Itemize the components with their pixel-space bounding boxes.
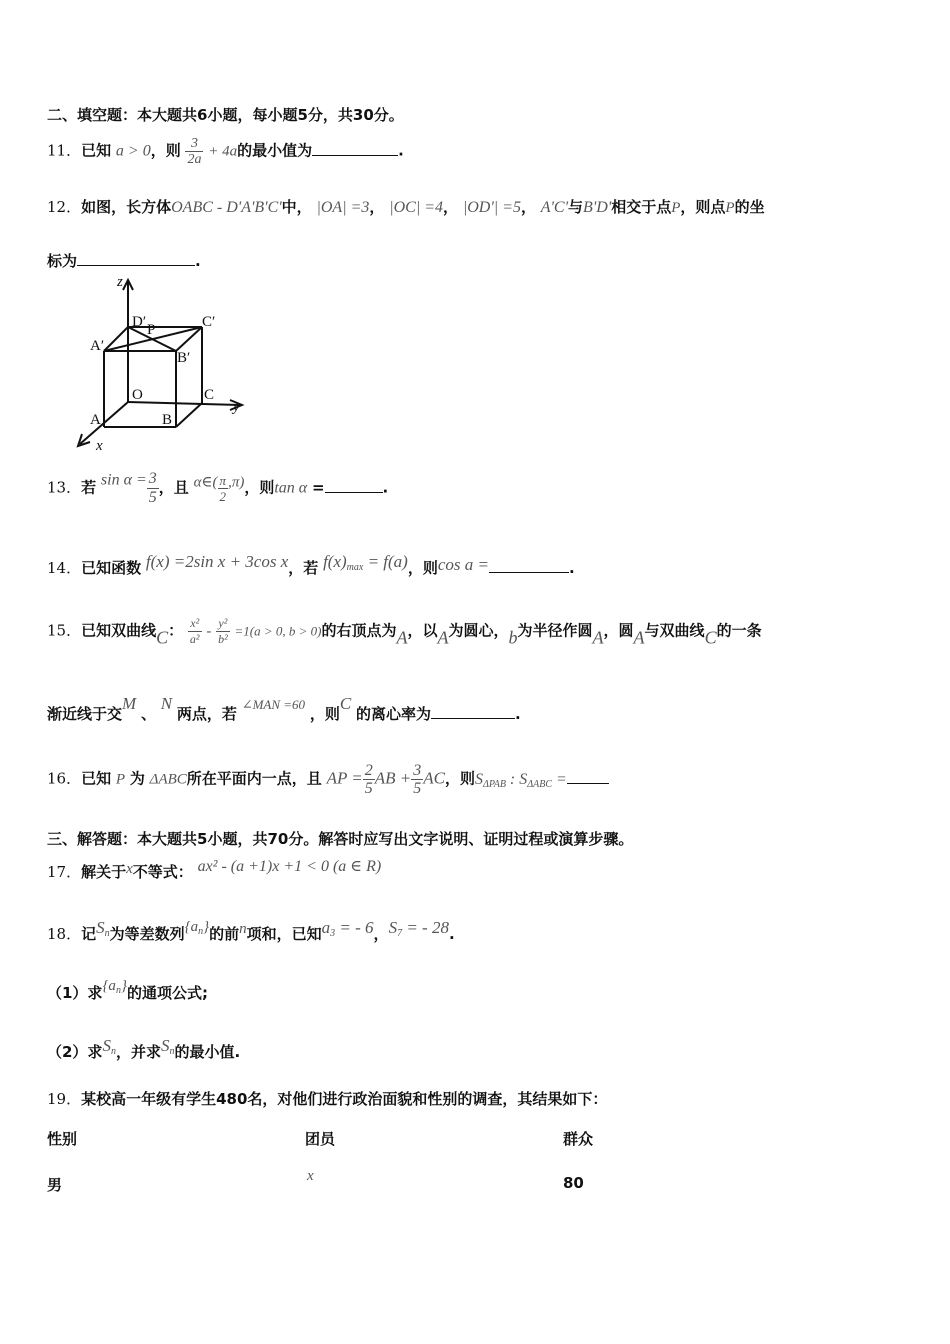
- q14-ze: ，则: [407, 559, 438, 577]
- q18-t3: 项和，已知: [246, 925, 322, 943]
- q13-number: 13．: [47, 478, 82, 497]
- q15-t7: 的一条: [716, 621, 762, 640]
- q15-t5: ，圆: [603, 621, 634, 640]
- q16-t3: ，则: [445, 769, 476, 788]
- q11-plus: + 4a: [208, 143, 238, 160]
- q15-blank: [431, 704, 515, 719]
- q13-pi-num: π: [219, 473, 227, 488]
- q13-pi-den: 2: [219, 489, 227, 504]
- q12-box: OABC - D'A'B'C': [171, 199, 282, 216]
- q15-t1: 的右顶点为: [321, 621, 397, 640]
- edge-bc: [176, 403, 202, 427]
- q12-ze: ，则点: [680, 198, 726, 216]
- q12-comma1: ，: [369, 198, 385, 216]
- q11-mid: ，则: [150, 141, 181, 160]
- q15-t3: 为圆心，: [448, 621, 509, 640]
- q16-p: P: [115, 771, 126, 788]
- q12-od: |OD'| =5: [462, 199, 521, 216]
- table-header-masses: 群众: [563, 1130, 594, 1148]
- q18-pre: 记: [81, 925, 97, 943]
- question-12: [47, 196, 765, 217]
- question-18-part-1: [47, 978, 208, 1003]
- q14-function: f(x) =2sin x + 3cos x: [145, 552, 289, 571]
- q16-t2: 所在平面内一点，且: [186, 769, 322, 788]
- q18-s7-value: = - 28: [406, 918, 449, 937]
- table-cell-x: x: [307, 1168, 314, 1184]
- q18-t2: 的前: [209, 925, 240, 943]
- q12-p: P: [671, 200, 681, 216]
- q15-t4: 为半径作圆: [517, 621, 593, 640]
- q12-de: 的坐: [734, 198, 765, 216]
- q16-ab: AB +: [374, 768, 412, 788]
- q15-t6: 与双曲线: [644, 621, 705, 640]
- q13-num: 3: [148, 470, 157, 487]
- question-14: [47, 552, 575, 578]
- q13-end: .: [382, 478, 389, 497]
- q15-b: b: [508, 627, 518, 648]
- q17-inequality: ax² - (a +1)x +1 < 0 (a ∈ R): [197, 858, 382, 875]
- section-2-title: 二、填空题：本大题共6小题，每小题5分，共30分。: [47, 106, 404, 124]
- q17-x: x: [126, 861, 133, 877]
- q15-b2: b²: [218, 632, 228, 646]
- q11-fraction: [185, 136, 203, 167]
- q18-1-no: （1）求: [47, 984, 103, 1002]
- q12-ac: A'C': [540, 199, 569, 216]
- q11-number: 11．: [47, 141, 82, 160]
- q18-s7: [389, 918, 449, 937]
- q14-blank: [489, 558, 569, 573]
- cuboid-figure: [70, 272, 260, 457]
- q11-blank: [312, 141, 398, 156]
- q15-frac-y: [216, 616, 230, 647]
- q14-fmax: [323, 552, 408, 571]
- q18-sn-s: S: [96, 918, 105, 937]
- q16-blank: [567, 769, 609, 784]
- q19-text: 某校高一年级有学生480名，对他们进行政治面貌和性别的调查，其结果如下：: [81, 1090, 608, 1108]
- q18-2-sn2-s: S: [160, 1036, 170, 1055]
- q13-cond: α∈(: [193, 474, 218, 491]
- q18-2-sn: [102, 1036, 116, 1055]
- q18-2-sn-s: S: [102, 1036, 111, 1055]
- q15-eq: =1(a > 0, b > 0): [234, 623, 322, 639]
- q15-frac-x: [188, 616, 202, 647]
- q15-A3: A: [592, 627, 604, 648]
- question-17: [47, 856, 381, 882]
- q15-N: N: [160, 694, 173, 713]
- q18-1-post: 的通项公式;: [126, 984, 208, 1002]
- q19-number: 19．: [47, 1090, 82, 1108]
- q15-number: 15．: [47, 621, 82, 640]
- q18-s7-s: S: [388, 918, 398, 937]
- q13-mid: ，且: [158, 478, 189, 497]
- q16-n1: 2: [364, 762, 373, 779]
- label-o: O: [132, 387, 143, 403]
- q17-post: 不等式：: [132, 863, 193, 881]
- label-z: z: [117, 274, 123, 290]
- question-12-line-2: [47, 250, 201, 271]
- table-cell-male: 男: [47, 1176, 63, 1194]
- table-header-gender: 性别: [47, 1130, 78, 1148]
- q13-blank: [325, 478, 383, 493]
- q15-t2: ，以: [407, 621, 438, 640]
- q12-yu: 与: [568, 198, 584, 216]
- question-13: [47, 470, 388, 507]
- q15-colon: ：: [168, 621, 184, 640]
- q18-a3-sub: 3: [330, 928, 336, 939]
- q18-1-an-a: {a: [102, 978, 116, 994]
- q16-n2: 3: [413, 762, 422, 779]
- q18-a3-value: = - 6: [339, 918, 374, 937]
- q15-x2: x²: [188, 616, 202, 632]
- q13-pi-fraction: [218, 473, 229, 504]
- q14-fmax-sub: max: [346, 562, 364, 573]
- q18-n2: n: [239, 921, 247, 937]
- q16-s1: S: [475, 770, 484, 788]
- q12-oa: |OA| =3: [316, 199, 370, 216]
- q18-1-an-n: n: [115, 985, 121, 996]
- question-19: [47, 1088, 607, 1109]
- label-y: y: [233, 399, 240, 415]
- q12-blank: [77, 251, 195, 266]
- q17-pre: 解关于: [81, 863, 127, 881]
- q18-2-t1: ，并求: [115, 1043, 161, 1061]
- q15-angle: ∠MAN =60: [241, 697, 306, 712]
- q11-den: 2a: [187, 152, 202, 167]
- q16-frac-1: [363, 762, 375, 797]
- label-c1: C′: [202, 314, 216, 330]
- q11-condition: a > 0: [115, 142, 151, 160]
- q14-pre: 已知函数: [81, 559, 142, 577]
- q12-comma3: ，: [520, 198, 536, 216]
- question-15: [47, 616, 762, 649]
- q16-ac: AC: [423, 768, 445, 788]
- q15-C2: C: [704, 627, 717, 648]
- q14-fmax-f: f(x): [323, 552, 347, 571]
- q15-pre: 已知双曲线: [81, 621, 157, 640]
- q14-end: .: [569, 559, 575, 577]
- q18-sn: [96, 918, 110, 937]
- q11-post: 的最小值为: [237, 141, 313, 160]
- q18-t1: 为等差数列: [109, 925, 185, 943]
- q16-t1: 为: [129, 769, 145, 788]
- q13-fraction: [147, 470, 159, 507]
- q16-ratio: [475, 771, 567, 788]
- q13-eq: =: [311, 478, 325, 497]
- q18-an-n: n: [198, 926, 204, 937]
- q15-a2: a²: [189, 632, 200, 646]
- q15-A2: A: [437, 627, 449, 648]
- q12-pre: 如图，长方体: [81, 198, 172, 216]
- q12-comma2: ，: [443, 198, 459, 216]
- q16-eq: =: [556, 770, 567, 788]
- q11-pre: 已知: [81, 141, 112, 160]
- q15-C3: C: [339, 694, 352, 713]
- q12-line2: 标为: [47, 252, 78, 270]
- q17-number: 17．: [47, 863, 82, 881]
- y-axis: [128, 402, 240, 405]
- question-15-line-2: [47, 694, 521, 724]
- q11-end: .: [398, 141, 404, 160]
- question-16: [47, 762, 609, 797]
- q13-ze: ，则: [244, 478, 275, 497]
- q12-end: .: [195, 252, 201, 270]
- q15-l2a: 渐近线于交: [47, 705, 123, 723]
- q14-cos: cos a =: [437, 555, 490, 574]
- q15-minus: -: [206, 623, 212, 640]
- q15-A4: A: [633, 627, 645, 648]
- q16-ap: AP =: [326, 768, 363, 788]
- q18-2-sn2-n: n: [169, 1046, 175, 1057]
- q12-oc: |OC| =4: [389, 199, 444, 216]
- q15-l2c: ，则: [309, 705, 340, 723]
- q15-A1: A: [396, 627, 408, 648]
- q15-l2b: 两点，若: [176, 705, 237, 723]
- q16-s2sub: ΔABC: [527, 778, 553, 790]
- q16-frac-2: [411, 762, 423, 797]
- q13-cond2: ,π): [228, 474, 245, 491]
- q12-zhong: 中，: [281, 198, 312, 216]
- q12-xiang: 相交于点: [611, 198, 672, 216]
- section-3-title: 三、解答题：本大题共5小题，共70分。解答时应写出文字说明、证明过程或演算步骤。: [47, 830, 634, 848]
- label-d1: D′: [132, 314, 147, 330]
- q12-bd: B'D': [583, 199, 612, 216]
- q16-number: 16．: [47, 769, 82, 788]
- q16-s1sub: ΔPAB: [483, 778, 506, 790]
- q13-sin: sin α =: [100, 471, 147, 489]
- label-a1: A′: [90, 338, 105, 354]
- q18-2-no: （2）求: [47, 1043, 103, 1061]
- q12-number: 12．: [47, 198, 82, 216]
- q18-2-sn-n: n: [110, 1046, 116, 1057]
- q14-ruo: ，若: [288, 559, 319, 577]
- q16-d2: 5: [413, 780, 422, 797]
- q18-a3-a: a: [321, 918, 331, 937]
- q15-c: C: [156, 627, 169, 648]
- q18-sn-n: n: [104, 928, 110, 939]
- q16-pre: 已知: [81, 769, 112, 788]
- q18-an: $\{a_n\}$: [184, 919, 210, 937]
- table-cell-80: 80: [563, 1174, 584, 1192]
- label-b1: B′: [177, 350, 191, 366]
- label-a: A: [90, 412, 101, 428]
- q18-comma: ，: [373, 925, 389, 943]
- q18-an-a: {a: [184, 919, 199, 935]
- q18-2-sn2: [161, 1036, 175, 1055]
- q18-number: 18．: [47, 925, 82, 943]
- q18-a3: [322, 918, 374, 937]
- q18-1-an: $\{a_n\}$: [102, 978, 127, 996]
- label-c: C: [204, 387, 215, 403]
- q13-den: 5: [148, 489, 157, 506]
- label-p: P: [147, 322, 156, 338]
- q15-M: M: [122, 694, 137, 713]
- q14-fmax-eq: = f(a): [367, 552, 408, 571]
- q18-end: .: [448, 925, 455, 943]
- label-b: B: [162, 412, 173, 428]
- question-18: [47, 918, 455, 944]
- q12-p2: P: [725, 200, 735, 216]
- q15-y2: y²: [216, 616, 230, 632]
- q15-end: .: [514, 705, 521, 723]
- table-header-league: 团员: [305, 1130, 336, 1148]
- q11-num: 3: [185, 136, 203, 152]
- q18-s7-sub: 7: [397, 928, 403, 939]
- q16-d1: 5: [364, 780, 373, 797]
- q13-pre: 若: [81, 478, 97, 497]
- q15-l2d: 的离心率为: [355, 705, 431, 723]
- q18-2-post: 的最小值.: [174, 1043, 241, 1061]
- question-18-part-2: [47, 1036, 240, 1062]
- question-11: [47, 136, 404, 167]
- q15-dun: 、: [140, 705, 156, 723]
- q16-ratio-s2: : S: [509, 770, 528, 788]
- q16-abc: ΔABC: [149, 771, 187, 788]
- q13-tan: tan α: [274, 479, 308, 497]
- q14-number: 14．: [47, 559, 82, 577]
- label-x: x: [96, 438, 103, 454]
